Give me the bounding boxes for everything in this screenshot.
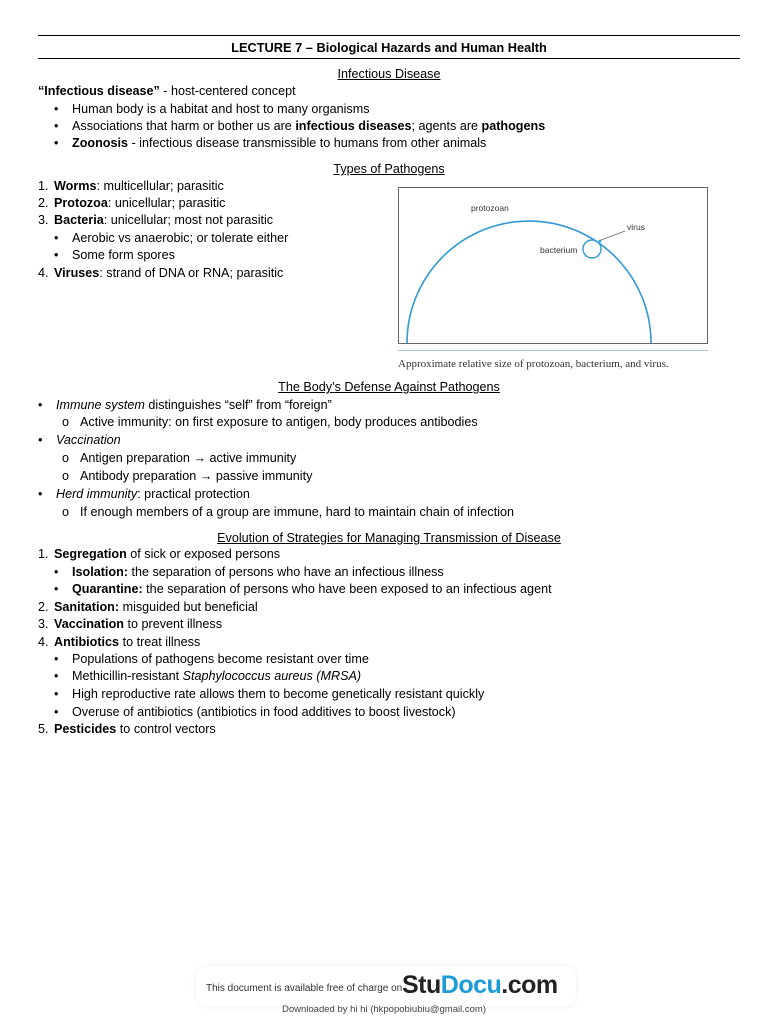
- download-attribution: Downloaded by hi hi (hkpopobiubiu@gmail.com): [282, 1004, 486, 1015]
- list-item: 3. Bacteria: unicellular; most not parasitic: [38, 213, 274, 227]
- protozoan-label: protozoan: [471, 203, 509, 213]
- infectious-disease-intro: “Infectious disease” - host-centered concept: [38, 84, 296, 98]
- studocu-logo[interactable]: StuDocu.com: [402, 971, 558, 999]
- list-item: 3. Vaccination to prevent illness: [38, 617, 223, 631]
- list-item: • Herd immunity: practical protection: [38, 487, 250, 501]
- pathogen-size-figure: [398, 187, 708, 369]
- studocu-footer-banner[interactable]: [196, 966, 576, 1006]
- list-item: 1. Segregation of sick or exposed persons: [38, 547, 281, 561]
- list-item: o Antibody preparation → passive immunity: [62, 469, 313, 483]
- title-rule: [38, 58, 740, 59]
- list-item: • Immune system distinguishes “self” from “foreign”: [38, 398, 332, 412]
- list-item: o If enough members of a group are immune, hard to maintain chain of infection: [62, 505, 515, 519]
- figure-caption: Approximate relative size of protozoan, bacterium, and virus.: [398, 358, 669, 370]
- list-item: o Active immunity: on first exposure to antigen, body produces antibodies: [62, 415, 478, 429]
- heading-types-of-pathogens: Types of Pathogens: [333, 162, 445, 176]
- list-item: • Human body is a habitat and host to many organisms: [54, 102, 370, 116]
- list-item: • Associations that harm or bother us are infectious diseases; agents are pathogens: [54, 119, 546, 133]
- document-page: [38, 0, 740, 1024]
- page-title: LECTURE 7 – Biological Hazards and Human Health: [231, 40, 547, 55]
- virus-dot: [599, 240, 602, 243]
- list-item: • Overuse of antibiotics (antibiotics in food additives to boost livestock): [54, 705, 456, 719]
- bacterium-circle: [583, 240, 601, 258]
- list-item: • Some form spores: [54, 248, 175, 262]
- heading-infectious-disease: Infectious Disease: [337, 67, 441, 81]
- list-item: 2. Protozoa: unicellular; parasitic: [38, 196, 226, 210]
- top-rule: [38, 35, 740, 36]
- virus-label: virus: [627, 222, 645, 232]
- size-comparison-diagram: [399, 188, 707, 343]
- list-item: 1. Worms: multicellular; parasitic: [38, 179, 224, 193]
- list-item: 4. Antibiotics to treat illness: [38, 635, 201, 649]
- figure-frame: [398, 187, 708, 344]
- virus-pointer: [601, 231, 625, 240]
- list-item: • High reproductive rate allows them to become genetically resistant quickly: [54, 687, 485, 701]
- list-item: 4. Viruses: strand of DNA or RNA; parasitic: [38, 266, 284, 280]
- heading-evolution-of-strategies: Evolution of Strategies for Managing Transmission of Disease: [217, 531, 561, 545]
- list-item: • Vaccination: [38, 433, 121, 447]
- list-item: 2. Sanitation: misguided but beneficial: [38, 600, 258, 614]
- list-item: • Methicillin-resistant Staphylococcus aureus (MRSA): [54, 669, 362, 683]
- protozoan-circle: [407, 221, 651, 343]
- list-item: o Antigen preparation → active immunity: [62, 451, 297, 465]
- list-item: • Zoonosis - infectious disease transmissible to humans from other animals: [54, 136, 487, 150]
- heading-body-defense: The Body’s Defense Against Pathogens: [278, 380, 500, 394]
- list-item: • Populations of pathogens become resistant over time: [54, 652, 369, 666]
- list-item: • Isolation: the separation of persons who have an infectious illness: [54, 565, 444, 579]
- bacterium-label: bacterium: [540, 245, 578, 255]
- caption-rule: [398, 350, 708, 351]
- availability-text: This document is available free of charge on: [206, 983, 403, 994]
- list-item: • Quarantine: the separation of persons who have been exposed to an infectious agent: [54, 582, 552, 596]
- list-item: • Aerobic vs anaerobic; or tolerate either: [54, 231, 289, 245]
- list-item: 5. Pesticides to control vectors: [38, 722, 216, 736]
